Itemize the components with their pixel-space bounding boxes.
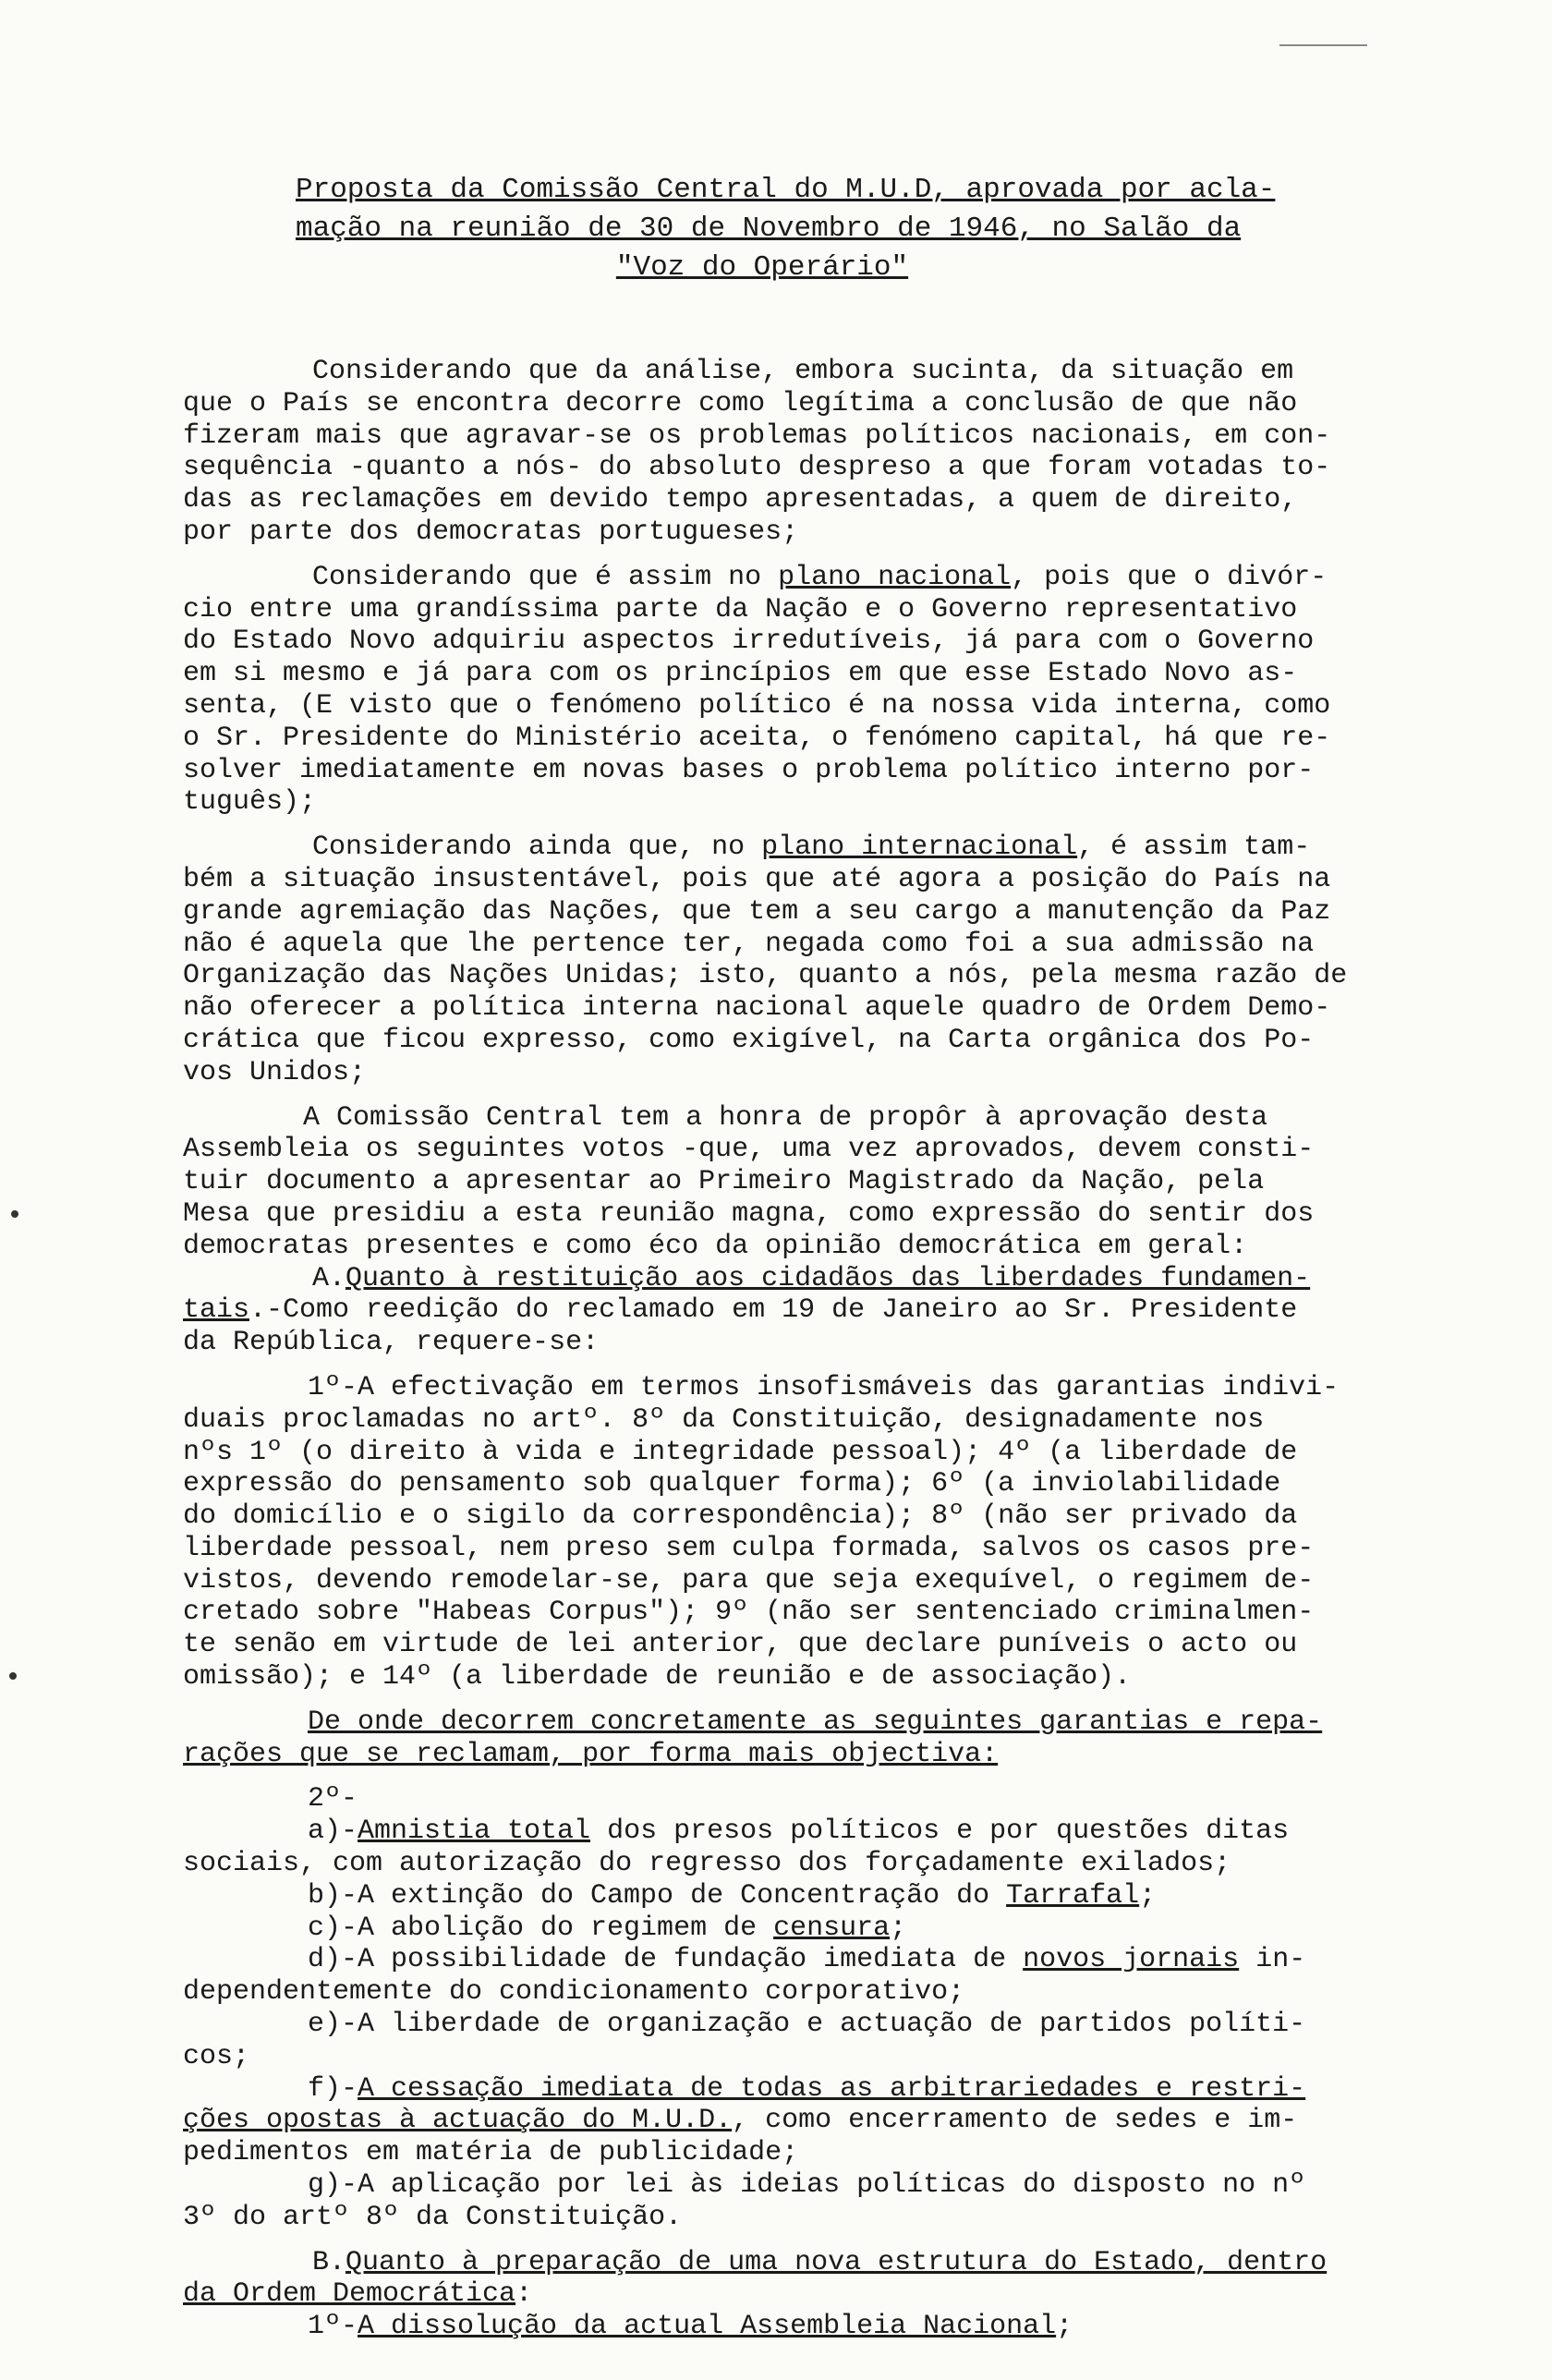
- item2-f-cont: pedimentos em matéria de publicidade;: [183, 2137, 799, 2169]
- corner-scan-mark: [1279, 44, 1367, 46]
- p2-line: Considerando que é assim no plano nacional, pois que o divór-: [312, 561, 1328, 593]
- title-line-1: Proposta da Comissão Central do M.U.D, aprovada por acla-: [296, 174, 1276, 206]
- item2-f: f)-A cessação imediata de todas as arbitrariedades e restri-: [308, 2072, 1306, 2105]
- consequences-line: rações que se reclamam, por forma mais objectiva:: [183, 1738, 999, 1770]
- p4-line: democratas presentes e como éco da opinião democrática em geral:: [183, 1230, 1248, 1262]
- p1-line: que o País se encontra decorre como legítima a conclusão de que não: [183, 387, 1298, 419]
- plano-internacional-underlined: plano internacional: [761, 832, 1078, 864]
- p2-line: tuguês);: [183, 786, 317, 819]
- item2-c: c)-A abolição do regimem de censura;: [308, 1912, 907, 1944]
- section-b-line: da Ordem Democrática:: [183, 2278, 533, 2311]
- p2-line: o Sr. Presidente do Ministério aceita, o fenómeno capital, há que re-: [183, 722, 1331, 754]
- item1-line: cretado sobre "Habeas Corpus"); 9º (não ser sentenciado criminalmen-: [183, 1597, 1315, 1629]
- item2-d: d)-A possibilidade de fundação imediata de novos jornais in-: [308, 1944, 1306, 1976]
- margin-speck: [11, 1210, 18, 1218]
- p1-line: Considerando que da análise, embora sucinta, da situação em: [312, 356, 1294, 387]
- item1-line: omissão); e 14º (a liberdade de reunião e de associação).: [183, 1661, 1132, 1694]
- title-line-3: "Voz do Operário": [615, 251, 909, 284]
- p4-line: tuir documento a apresentar ao Primeiro Magistrado da Nação, pela: [183, 1166, 1265, 1198]
- item2-g-cont: 3º do artº 8º da Constituição.: [183, 2201, 683, 2233]
- p3-line: Organização das Nações Unidas; isto, quanto a nós, pela mesma razão de: [183, 960, 1348, 992]
- p2-line: solver imediatamente em novas bases o problema político interno por-: [183, 754, 1315, 786]
- item1-line: vistos, devendo remodelar-se, para que seja exequível, o regimem de-: [183, 1564, 1315, 1597]
- item1-line: expressão do pensamento sob qualquer forma); 6º (a inviolabilidade: [183, 1468, 1281, 1500]
- p1-line: das as reclamações em devido tempo apresentadas, a quem de direito,: [183, 484, 1298, 516]
- p3-line: grande agremiação das Nações, que tem a seu cargo a manutenção da Paz: [183, 895, 1331, 928]
- p2-line: cio entre uma grandíssima parte da Nação e o Governo representativo: [183, 593, 1298, 625]
- item-b1: 1º-A dissolução da actual Assembleia Nacional;: [308, 2311, 1073, 2343]
- item1-line: do domicílio e o sigilo da correspondência); 8º (não ser privado da: [183, 1500, 1298, 1533]
- title-line-2: mação na reunião de 30 de Novembro de 1946, no Salão da: [296, 212, 1242, 245]
- item1-line: duais proclamadas no artº. 8º da Constituição, designadamente nos: [183, 1403, 1265, 1436]
- p3-line: não é aquela que lhe pertence ter, negada como foi a sua admissão na: [183, 928, 1315, 960]
- p1-line: sequência -quanto a nós- do absoluto despreso a que foram votadas to-: [183, 452, 1331, 484]
- item2-b: b)-A extinção do Campo de Concentração do Tarrafal;: [308, 1879, 1157, 1912]
- document-body: [183, 356, 1476, 2343]
- item2-d-cont: dependentemente do condicionamento corporativo;: [183, 1976, 965, 2009]
- item2-e-cont: cos;: [183, 2040, 250, 2072]
- item1-line: te senão em virtude de lei anterior, que declare puníveis o acto ou: [183, 1629, 1298, 1661]
- item2-a-cont: sociais, com autorização do regresso dos forçadamente exilados;: [183, 1848, 1231, 1880]
- item2-a: a)-Amnistia total dos presos políticos e por questões ditas: [308, 1815, 1290, 1848]
- p2-line: senta, (E visto que o fenómeno político é na nossa vida interna, como: [183, 689, 1331, 722]
- p3-line: bém a situação insustentável, pois que até agora a posição do País na: [183, 863, 1331, 895]
- margin-speck: [9, 1672, 17, 1680]
- item1-line: 1º-A efectivação em termos insofismáveis das garantias indivi-: [308, 1371, 1340, 1403]
- consequences-line: De onde decorrem concretamente as seguintes garantias e repa-: [308, 1706, 1323, 1738]
- p3-line: vos Unidos;: [183, 1056, 367, 1088]
- item2-label: 2º-: [308, 1783, 358, 1815]
- section-a-line: da República, requere-se:: [183, 1327, 600, 1359]
- item2-g: g)-A aplicação por lei às ideias políticas do disposto no nº: [308, 2169, 1306, 2202]
- p1-line: fizeram mais que agravar-se os problemas políticos nacionais, em con-: [183, 419, 1331, 452]
- p3-line: Considerando ainda que, no plano internacional, é assim tam-: [312, 832, 1311, 864]
- p2-line: em si mesmo e já para com os princípios em que esse Estado Novo as-: [183, 658, 1298, 690]
- item1-line: nºs 1º (o direito à vida e integridade pessoal); 4º (a liberdade de: [183, 1436, 1298, 1468]
- document-title: [296, 171, 1367, 287]
- section-b-heading: B.Quanto à preparação de uma nova estrutura do Estado, dentro: [312, 2246, 1328, 2278]
- item2-f-cont: ções opostas à actuação do M.U.D., como encerramento de sedes e im-: [183, 2105, 1298, 2137]
- p1-line: por parte dos democratas portugueses;: [183, 516, 799, 548]
- section-a-heading: A.Quanto à restituição aos cidadãos das liberdades fundamen-: [312, 1262, 1311, 1294]
- p4-line: Mesa que presidiu a esta reunião magna, como expressão do sentir dos: [183, 1197, 1315, 1230]
- p2-line: do Estado Novo adquiriu aspectos irredutíveis, já para com o Governo: [183, 625, 1315, 658]
- p4-line: Assembleia os seguintes votos -que, uma vez aprovados, devem consti-: [183, 1134, 1315, 1166]
- p4-line: A Comissão Central tem a honra de propôr à aprovação desta: [303, 1101, 1268, 1134]
- plano-nacional-underlined: plano nacional: [778, 561, 1012, 593]
- item2-e: e)-A liberdade de organização e actuação de partidos políti-: [308, 2009, 1306, 2041]
- item1-line: liberdade pessoal, nem preso sem culpa formada, salvos os casos pre-: [183, 1532, 1315, 1564]
- p3-line: crática que ficou expresso, como exigível, na Carta orgânica dos Po-: [183, 1024, 1315, 1056]
- section-a-line: tais.-Como reedição do reclamado em 19 de Janeiro ao Sr. Presidente: [183, 1294, 1298, 1327]
- p3-line: não oferecer a política interna nacional aquele quadro de Ordem Demo-: [183, 992, 1331, 1025]
